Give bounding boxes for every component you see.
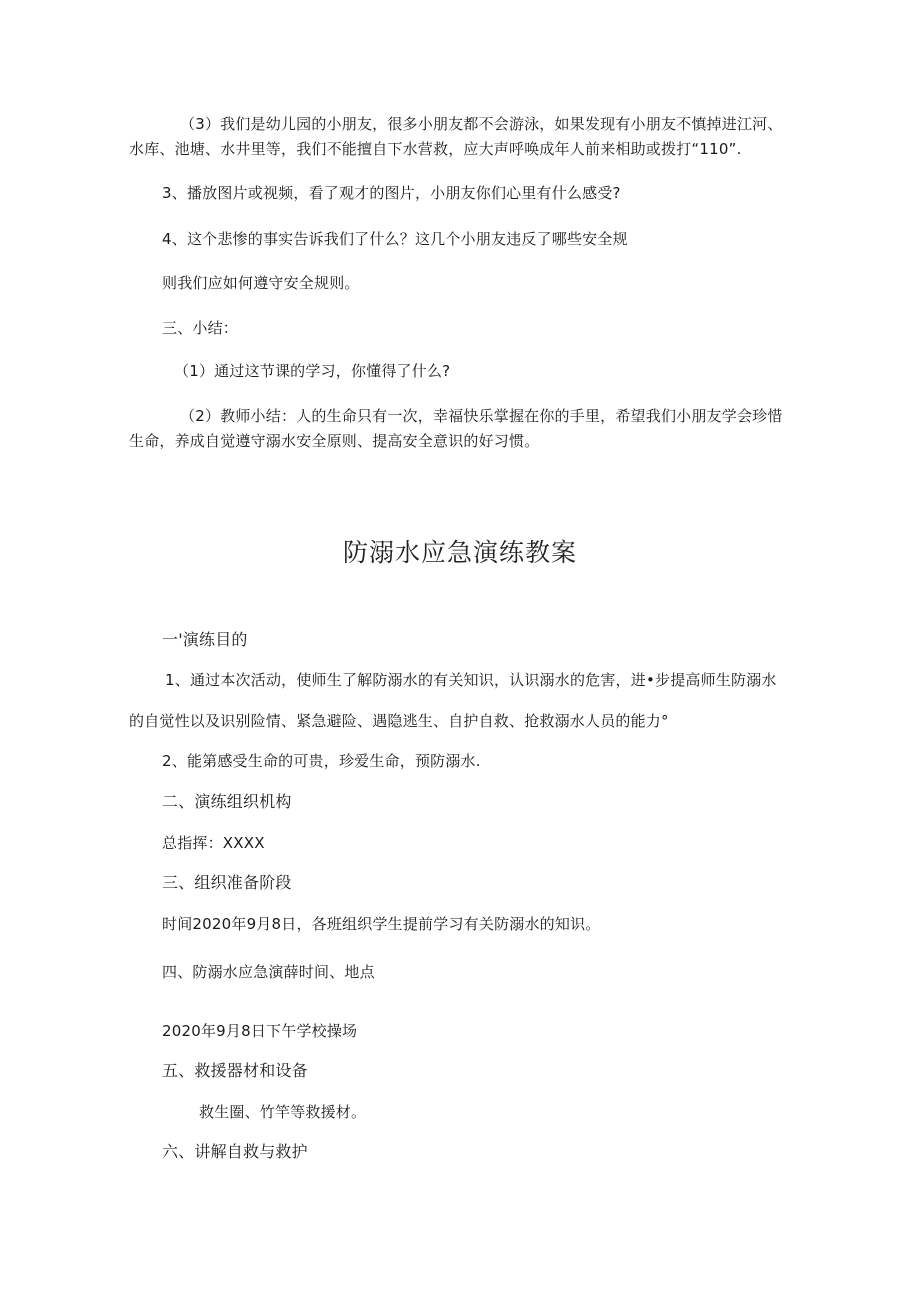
paragraph-line: 生命，养成自觉遵守溺水安全原则、提高安全意识的好习惯。 [129, 432, 540, 450]
list-item: 2、能第感受生命的可贵，珍爱生命，预防溺水. [162, 752, 481, 770]
section-heading: 二、演练组织机构 [162, 792, 292, 811]
paragraph-line: 1、通过本次活动，使师生了解防溺水的有关知识，认识溺水的危害，进•步提高师生防溺水 [165, 671, 777, 689]
equipment-line: 救生圈、竹竿等救援材。 [199, 1103, 367, 1121]
list-item: 3、播放图片或视频，看了观才的图片，小朋友你们心里有什么感受? [162, 184, 621, 202]
time-place-line: 2020年9月8日下午学校操场 [162, 1022, 358, 1040]
section-heading: 一'演练目的 [162, 630, 248, 649]
document-title: 防溺水应急演练教案 [342, 538, 577, 567]
paragraph-line: 则我们应如何遵守安全规则。 [162, 274, 360, 292]
section-heading: 五、救援器材和设备 [162, 1061, 308, 1080]
paragraph-line: 的自觉性以及识别险情、紧急避险、遇隐逃生、自护自救、抢救溺水人员的能力° [129, 712, 669, 730]
paragraph-line: （3）我们是幼儿园的小朋友，很多小朋友都不会游泳，如果发现有小朋友不慎掉进江河、 [180, 115, 783, 133]
paragraph-line: 水库、池塘、水井里等，我们不能擅自下水营救，应大声呼唤成年人前来相助或拨打“110”. [129, 140, 742, 158]
commander-line: 总指挥：XXXX [162, 834, 265, 852]
section-heading: 三、小结： [162, 319, 239, 337]
section-heading: 四、防溺水应急演薛时间、地点 [162, 963, 375, 981]
section-heading: 三、组织准备阶段 [162, 873, 292, 892]
paragraph-line: 时间2020年9月8日，各班组织学生提前学习有关防溺水的知识。 [162, 915, 601, 933]
section-heading: 六、讲解自救与救护 [162, 1142, 308, 1161]
paragraph-line: （2）教师小结：人的生命只有一次，幸福快乐掌握在你的手里，希望我们小朋友学会珍惜 [180, 407, 783, 425]
list-item: （1）通过这节课的学习，你懂得了什么? [174, 362, 451, 380]
list-item: 4、这个悲惨的事实告诉我们了什么？这几个小朋友违反了哪些安全规 [162, 230, 628, 248]
